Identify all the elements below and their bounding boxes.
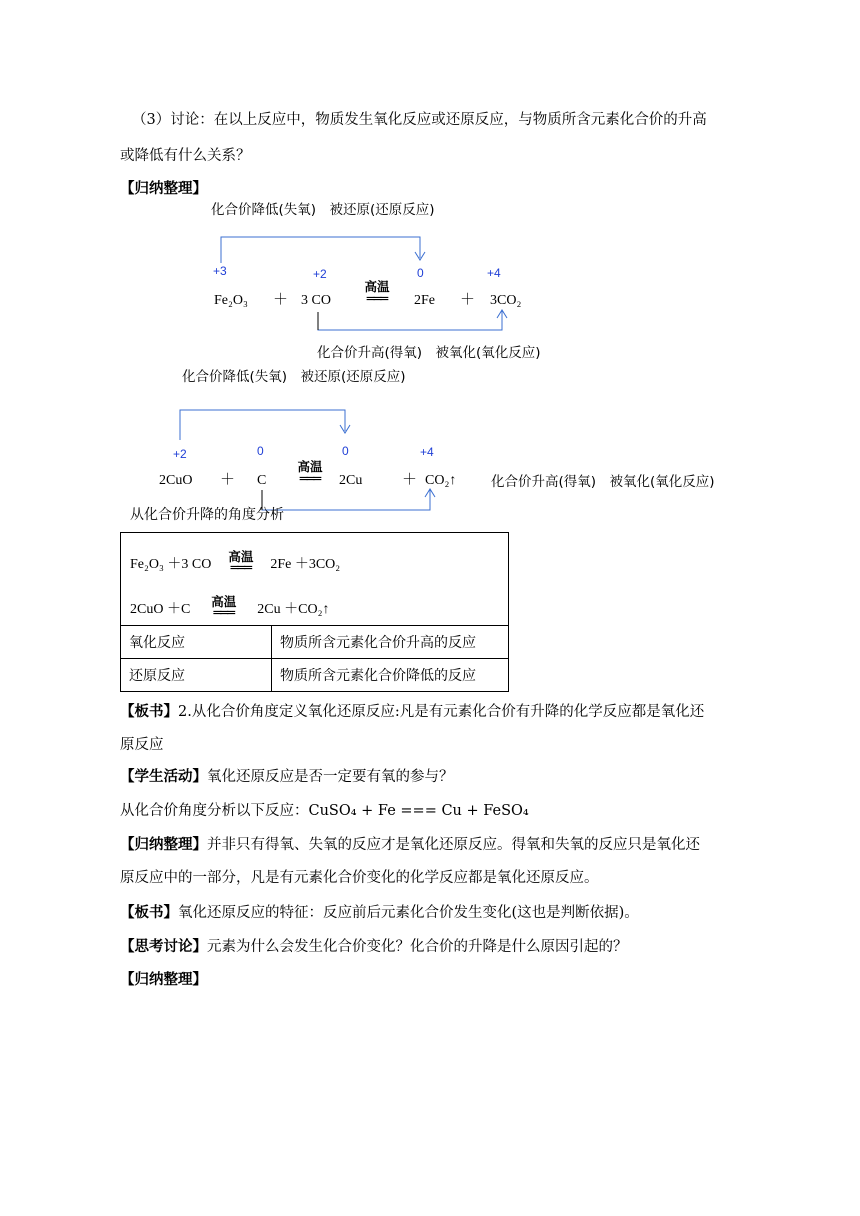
board2-text: 氧化还原反应的特征：反应前后元素化合价发生变化(这也是判断依据)。 [178,905,639,921]
summary2-line-2: 原反应中的一部分，凡是有元素化合价变化的化学反应都是氧化还原反应。 [120,870,599,886]
analysis-heading: 从化合价升降的角度分析 [130,507,284,523]
reaction1-product2: 3CO₂ [490,293,522,308]
reduction-arrow-1 [221,237,420,263]
analysis-table [120,532,509,692]
reaction2-product1: 2Cu [339,473,363,488]
table-equation-1 [130,548,341,576]
oxidation-arrow-2 [262,490,430,510]
reaction1-top-annotation: 化合价降低(失氧) 被还原(还原反应) [211,202,435,218]
reaction2-product2: CO₂↑ [425,473,457,488]
reaction1-reactant1: Fe₂O₃ [214,293,248,308]
final-summary-heading: 【归纳整理】 [120,971,207,988]
analysis-reaction-line: 从化合价角度分析以下反应：CuSO₄ + Fe === Cu + FeSO₄ [120,803,529,819]
reaction1-ox-fe-right: 0 [417,266,424,280]
table-term-oxidation: 氧化反应 [121,626,272,659]
board1-line-1 [120,705,704,720]
reaction1-condition-high-temp: 高温 [364,279,390,294]
reduction-arrow-2 [180,410,345,440]
reaction2-condition-high-temp: 高温 [297,459,323,474]
board1-line-2: 原反应 [120,737,164,753]
activity-tag: 【学生活动】 [120,768,207,785]
think-tag: 【思考讨论】 [120,938,207,955]
reaction2-ox-cu: +2 [173,447,187,461]
reaction1-reactant2: 3 CO [301,293,331,308]
reaction1-condition [356,281,398,305]
activity-text: 氧化还原反应是否一定要有氧的参与？ [207,769,454,785]
reaction2-top-annotation: 化合价降低(失氧) 被还原(还原反应) [182,369,406,385]
reaction2-plus1: ＋ [220,472,236,488]
table-eq1-left: Fe₂O₃ ＋3 CO [130,557,212,572]
table-eq1-equals: ═══ [230,561,252,576]
think-line [120,940,628,955]
reaction1-condition-equals: ═══ [366,291,388,307]
reaction2-side-annotation: 化合价升高(得氧) 被氧化(氧化反应) [491,474,715,490]
reaction2-plus2: ＋ [402,472,418,488]
summary2-text: 并非只有得氧、失氧的反应才是氧化还原反应。得氧和失氧的反应只是氧化还 [207,837,700,853]
reaction1-plus2: ＋ [460,292,476,308]
think-text: 元素为什么会发生化合价变化？化合价的升降是什么原因引起的？ [207,939,628,955]
table-eq2-cond: 高温 [211,593,237,609]
activity-line [120,770,454,785]
table-equation-2 [130,593,330,621]
reaction1-ox-fe: +3 [213,264,227,278]
board2-line [120,906,639,921]
discussion-line-1: （3）讨论：在以上反应中，物质发生氧化反应或还原反应，与物质所含元素化合价的升高 [132,112,707,128]
reaction2-ox-cu-right: 0 [342,444,349,458]
summary-heading: 【归纳整理】 [120,180,207,197]
table-eq2-right: 2Cu ＋CO₂↑ [257,602,330,617]
reaction1-ox-c-left: +2 [313,267,327,281]
table-equations-cell [121,533,509,626]
table-eq1-cond: 高温 [228,548,254,564]
reaction2-condition [289,461,331,485]
table-term-reduction: 还原反应 [121,659,272,692]
reaction2-ox-c-right: +4 [420,445,434,459]
table-row [121,533,509,626]
table-definition-reduction: 物质所含元素化合价降低的反应 [272,659,509,692]
reaction2-ox-c-left: 0 [257,444,264,458]
summary2-tag: 【归纳整理】 [120,836,207,853]
table-eq1-right: 2Fe ＋3CO₂ [270,557,341,572]
board2-tag: 【板书】 [120,904,178,921]
reaction1-bottom-annotation: 化合价升高(得氧) 被氧化(氧化反应) [317,345,541,361]
reaction1-product1: 2Fe [414,293,435,308]
board1-tag: 【板书】 [120,703,178,720]
reaction2-reactant1: 2CuO [159,473,193,488]
discussion-line-2: 或降低有什么关系？ [120,148,251,164]
reaction1-plus1: ＋ [273,292,289,308]
table-eq2-equals: ═══ [213,606,235,621]
table-definition-oxidation: 物质所含元素化合价升高的反应 [272,626,509,659]
reaction2-reactant2: C [257,473,267,488]
oxidation-arrow-1 [318,311,502,330]
table-row [121,626,509,659]
board1-text: 2.从化合价角度定义氧化还原反应:凡是有元素化合价有升降的化学反应都是氧化还 [178,704,705,720]
reaction2-condition-equals: ═══ [299,471,321,487]
reaction1-ox-c-right: +4 [487,266,501,280]
summary2-line-1 [120,838,700,853]
table-eq2-left: 2CuO ＋C [130,602,191,617]
table-row [121,659,509,692]
